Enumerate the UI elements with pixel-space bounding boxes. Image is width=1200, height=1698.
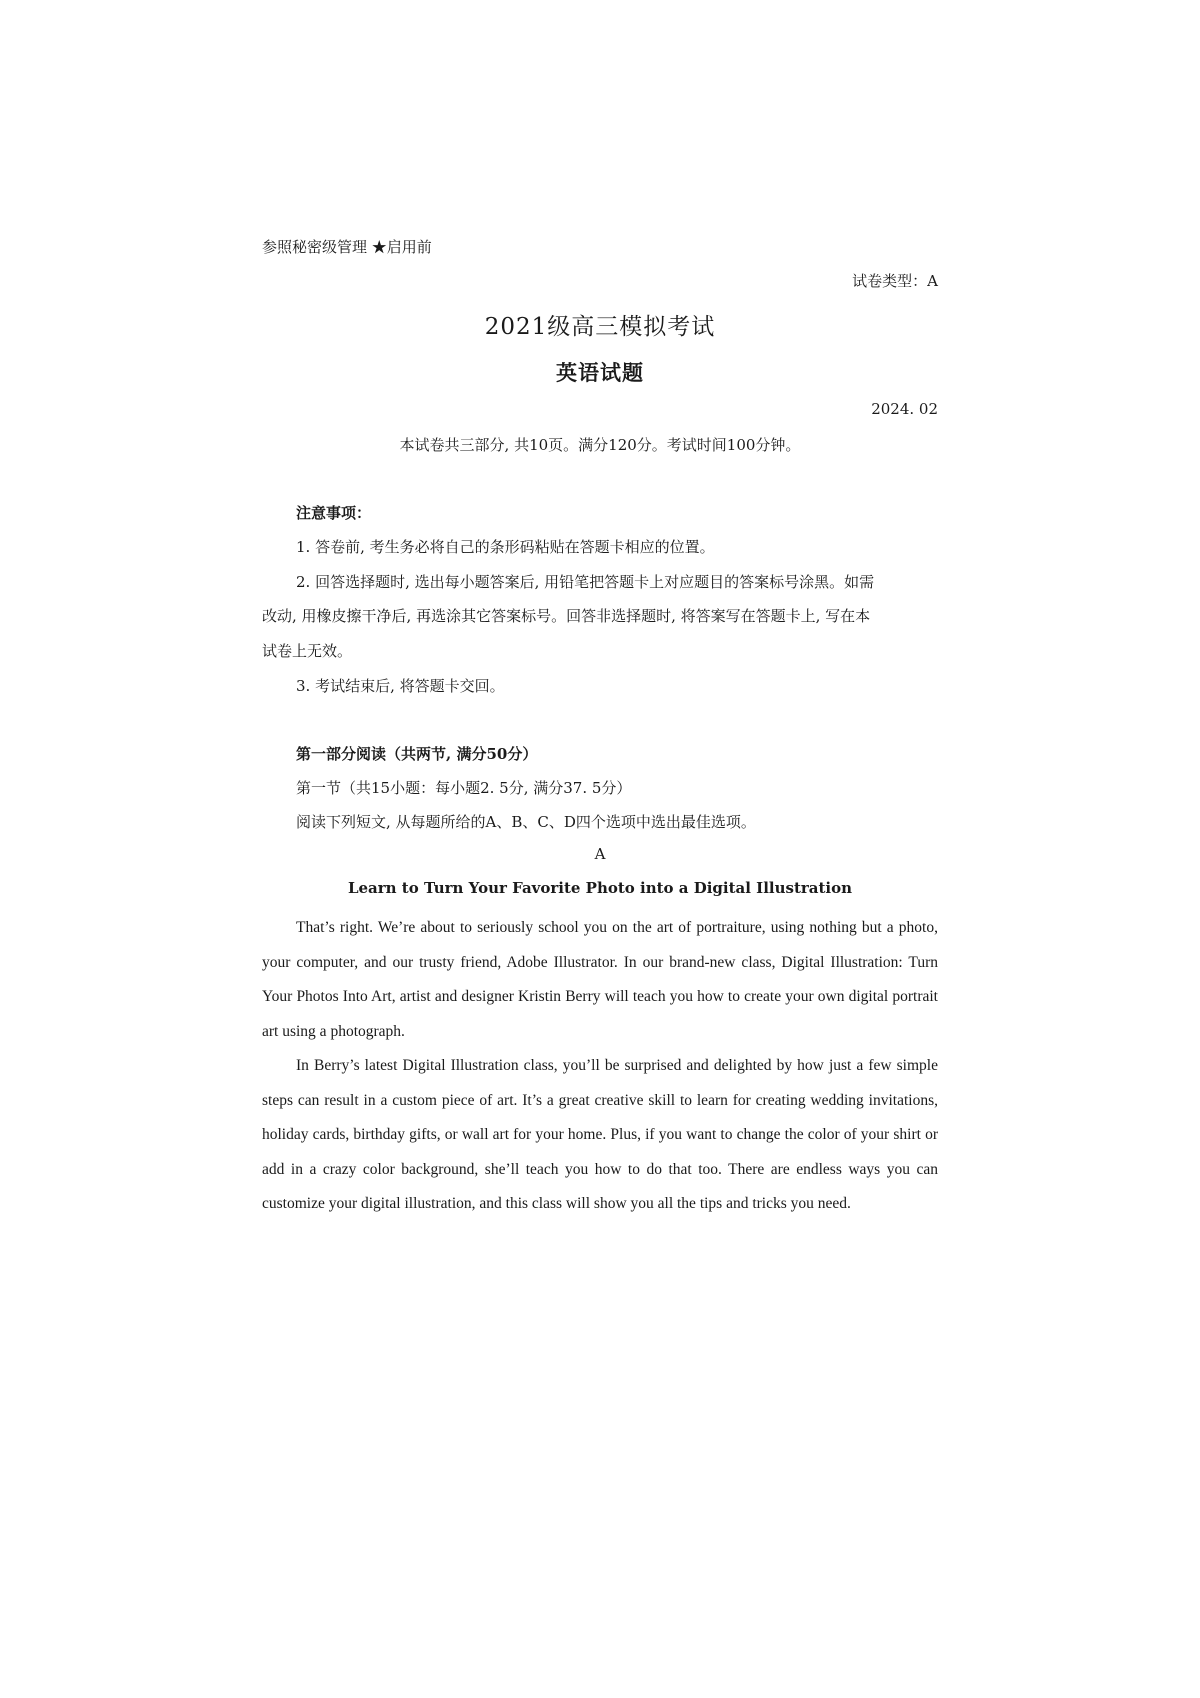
- exam-title: 2021级高三模拟考试: [484, 314, 716, 340]
- passage-label: A: [594, 845, 606, 863]
- subject-title: 英语试题: [556, 360, 644, 385]
- passage-paragraph: That’s right. We’re about to seriously school you on the art of portraiture, using nothing but a photo, your computer, and our trusty friend, Adobe Illustrator. In our brand-new class, Digital Illustration: Turn Your Photos Into Art, artist and designer Kristin Berry will teach you how to create your own digital portrait art using a photograph.: [262, 919, 938, 1040]
- reading-instruction: 阅读下列短文, 从每题所给的A、B、C、D四个选项中选出最佳选项。: [296, 813, 756, 831]
- part-heading: 第一部分阅读（共两节, 满分50分）: [296, 745, 538, 763]
- section-heading: 第一节（共15小题：每小题2. 5分, 满分37. 5分）: [296, 779, 632, 797]
- exam-summary: 本试卷共三部分, 共10页。满分120分。考试时间100分钟。: [399, 436, 801, 454]
- notice-item-3: 3. 考试结束后, 将答题卡交回。: [296, 677, 505, 695]
- notice-item-1: 1. 答卷前, 考生务必将自己的条形码粘贴在答题卡相应的位置。: [296, 538, 715, 556]
- passage-title: Learn to Turn Your Favorite Photo into a Digital Illustration: [347, 879, 853, 897]
- passage-paragraph: In Berry’s latest Digital Illustration class, you’ll be surprised and delighted by how just a few simple steps can result in a custom piece of art. It’s a great creative skill to learn for creating wedding invitations, holiday cards, birthday gifts, or wall art for your home. Plus, if you want to change the color of your shirt or add in a crazy color background, she’ll teach you how to do that too. There are endless ways you can customize your digital illustration, and this class will show you all the tips and tricks you need.: [262, 1057, 938, 1212]
- exam-date: 2024. 02: [871, 400, 938, 418]
- secrecy-mark: 参照秘密级管理 ★启用前: [262, 238, 432, 256]
- notice-item-2-line-1: 2. 回答选择题时, 选出每小题答案后, 用铅笔把答题卡上对应题目的答案标号涂黑。如需: [296, 573, 875, 591]
- notice-item-2-line-3: 试卷上无效。: [262, 642, 353, 660]
- notice-item-2-line-2: 改动, 用橡皮擦干净后, 再选涂其它答案标号。回答非选择题时, 将答案写在答题卡上, 写在本: [262, 607, 871, 625]
- paper-type: 试卷类型：A: [852, 272, 938, 290]
- notice-heading: 注意事项：: [296, 504, 372, 522]
